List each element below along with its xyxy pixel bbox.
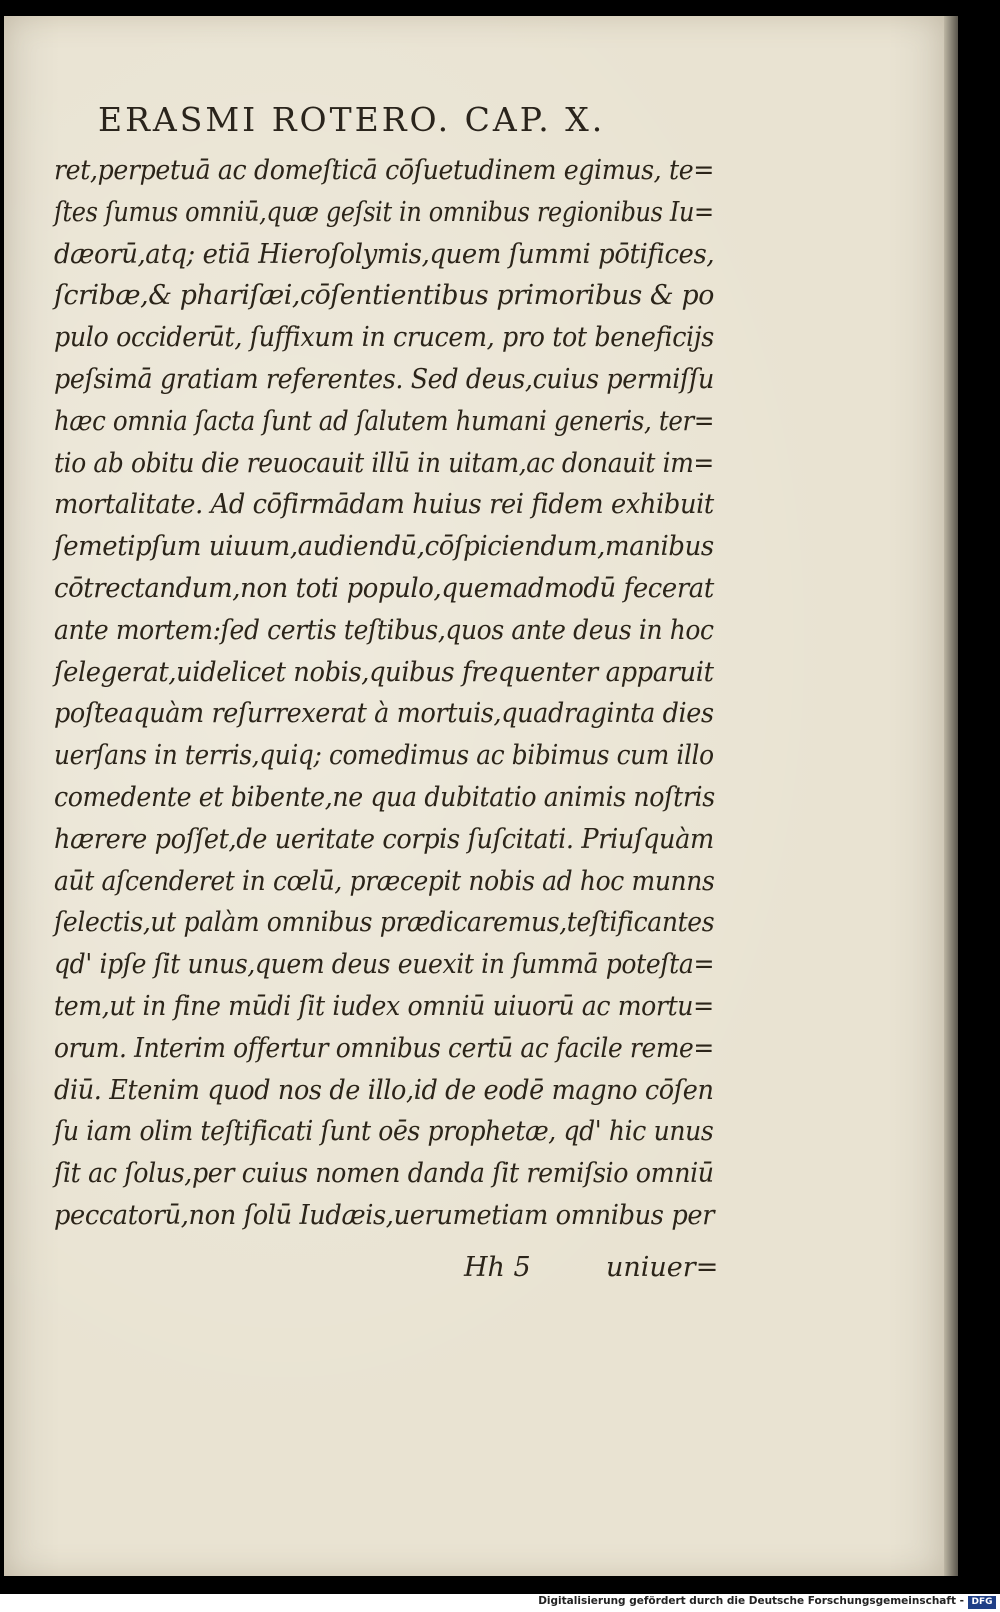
text-line: ſemetipſum uiuum,audiendū,cōſpiciendum,manibus <box>54 531 714 563</box>
text-line: comedente et bibente,ne qua dubitatio animis noſtris <box>54 781 715 813</box>
book-page <box>4 16 944 1576</box>
signature-mark: Hh 5 <box>464 1252 531 1283</box>
text-line: ante mortem:ſed certis teſtibus,quos ante deus in hoc <box>54 614 714 646</box>
text-line: orum. Interim offertur omnibus certū ac facile reme= <box>54 1032 714 1064</box>
text-line: cōtrectandum,non toti populo,quemadmodū fecerat <box>54 572 714 604</box>
text-line: tio ab obitu die reuocauit illū in uitam,ac donauit im= <box>54 447 714 479</box>
text-line: hæc omnia ſacta ſunt ad ſalutem humani generis, ter= <box>54 405 715 437</box>
catchword: uniuer= <box>606 1252 719 1283</box>
body-text <box>54 150 714 1237</box>
text-line: peſsimā gratiam referentes. Sed deus,cuius permiſſu <box>54 363 714 395</box>
text-line: ſcribæ,& phariſæi,cōſentientibus primoribus & po <box>54 280 714 312</box>
text-line: pulo occiderūt, ſuffixum in crucem, pro tot beneficijs <box>54 322 714 354</box>
text-line: qd' ipſe ſit unus,quem deus euexit in ſummā poteſta= <box>54 949 715 981</box>
text-line: poſteaquàm reſurrexerat à mortuis,quadraginta dies <box>54 698 714 730</box>
credit-bar <box>0 1594 1000 1612</box>
text-line: ſu iam olim teſtificati ſunt oēs prophetæ, qd' hic unus <box>54 1116 714 1148</box>
page-footer <box>4 1252 944 1292</box>
text-line: mortalitate. Ad cōfirmādam huius rei fidem exhibuit <box>54 489 714 521</box>
digitization-credit: Digitalisierung gefördert durch die Deutsche Forschungsgemeinschaft - <box>538 1595 964 1607</box>
text-line: aūt aſcenderet in cœlū, præcepit nobis ad hoc munns <box>54 865 715 897</box>
text-line: ſtes ſumus omniū,quæ geſsit in omnibus regionibus Iu= <box>54 196 714 228</box>
text-line: ſit ac ſolus,per cuius nomen danda ſit remiſsio omniū <box>54 1158 714 1190</box>
text-line: peccatorū,non ſolū Iudæis,uerumetiam omnibus per <box>54 1199 715 1231</box>
text-line: diū. Etenim quod nos de illo,id de eodē magno cōſen <box>54 1074 714 1106</box>
text-line: ſelectis,ut palàm omnibus prædicaremus,teſtificantes <box>54 907 715 939</box>
text-line: uerſans in terris,quiq; comedimus ac bibimus cum illo <box>54 740 714 772</box>
text-line: ſelegerat,uidelicet nobis,quibus frequenter apparuit <box>54 656 714 688</box>
text-line: ret,perpetuā ac domeſticā cōſuetudinem egimus, te= <box>54 155 715 186</box>
text-line: tem,ut in fine mūdi ſit iudex omniū uiuorū ac mortu= <box>54 990 714 1022</box>
dfg-logo: DFG <box>968 1596 996 1609</box>
text-line: dæorū,atq; etiā Hieroſolymis,quem ſummi pōtifices, <box>54 238 715 270</box>
page-edge <box>944 16 958 1576</box>
text-line: hærere poſſet,de ueritate corpis ſuſcitati. Priuſquàm <box>54 823 714 855</box>
running-head: ERASMI ROTERO. CAP. X. <box>98 100 606 139</box>
